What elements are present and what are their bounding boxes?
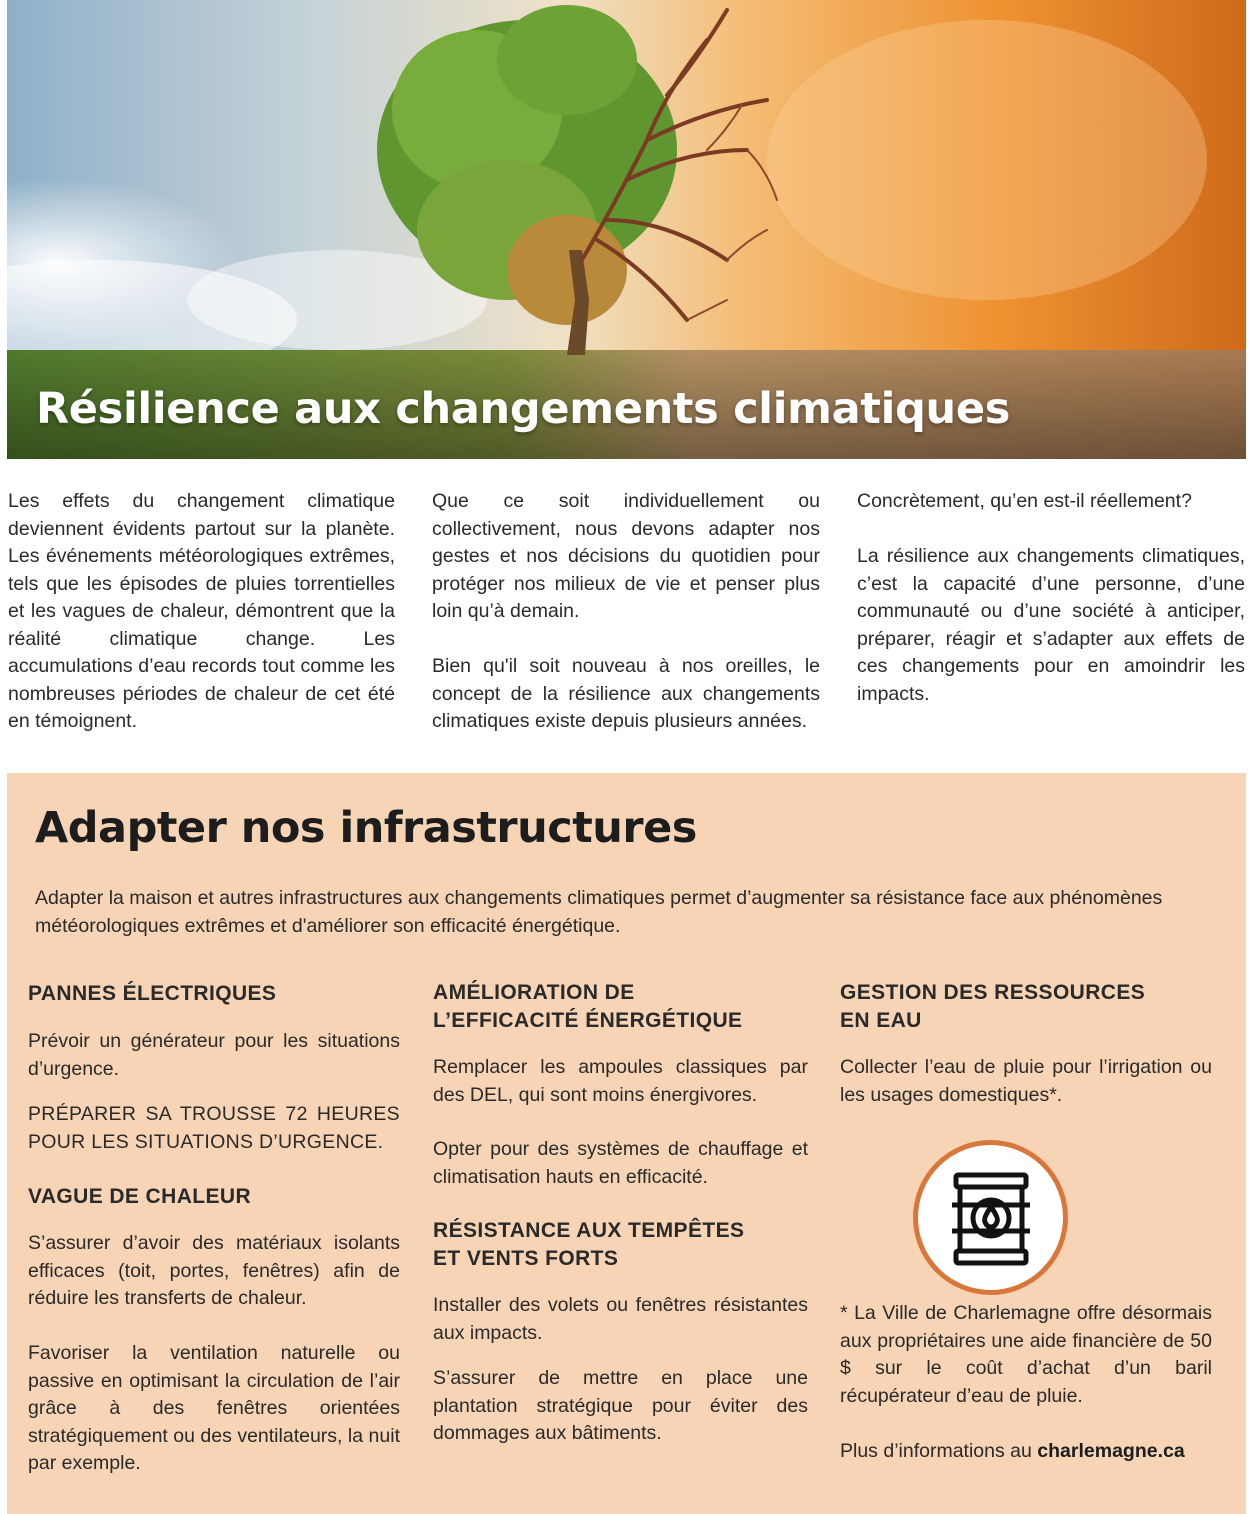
rain-barrel-badge — [913, 1140, 1068, 1295]
section-text — [28, 1028, 400, 1083]
section-text — [433, 1292, 808, 1347]
section-paragraph: S’assurer d’avoir des matériaux isolants efficaces (toit, portes, fenêtres) afin de réduire les transferts de chaleur. — [28, 1232, 400, 1309]
intro-column-3 — [857, 488, 1245, 736]
section-paragraph: Installer des volets ou fenêtres résistantes aux impacts. — [433, 1294, 808, 1344]
intro-question: Concrètement, qu’en est-il réellement? — [857, 490, 1192, 512]
section-paragraph: Collecter l’eau de pluie pour l’irrigation ou les usages domestiques*. — [840, 1056, 1212, 1106]
more-info — [840, 1438, 1212, 1466]
section-heading: VAGUE DE CHALEUR — [28, 1185, 252, 1208]
section-paragraph: Opter pour des systèmes de chauffage et climatisation hauts en efficacité. — [433, 1138, 808, 1188]
section-heat-wave — [28, 1183, 400, 1211]
intro-paragraph: Que ce soit individuellement ou collectivement, nous devons adapter nos gestes et nos décisions du quotidien pour protéger nos milieux de vie et penser plus loin qu’à demain. — [432, 490, 820, 622]
section-heading: L’EFFICACITÉ ÉNERGÉTIQUE — [433, 1008, 743, 1032]
intro-paragraph: La résilience aux changements climatiques, c’est la capacité d’une personne, d’une communauté ou d’une société à anticiper, préparer, réagir et s’adapter aux effets de ces changements pour en amoindrir les impacts. — [857, 545, 1245, 705]
rain-barrel-icon — [946, 1171, 1036, 1267]
intro-paragraph: Les effets du changement climatique deviennent évidents partout sur la planète. Les événements météorologiques extrêmes, tels que les épisodes de pluies torrentielles et les vagues de chaleur, démontrent que la réalité climatique change. Les accumulations d’eau records tout comme les nombreuses périodes de chaleur de cet été en témoignent. — [8, 490, 395, 732]
section-heading: AMÉLIORATION DE — [433, 981, 635, 1004]
section-heading: ET VENTS FORTS — [433, 1246, 619, 1270]
section-text — [433, 1365, 808, 1448]
section-heading: EN EAU — [840, 1008, 922, 1032]
section-paragraph: S’assurer de mettre en place une plantation stratégique pour éviter des dommages aux bâtiments. — [433, 1367, 808, 1444]
section-energy-efficiency — [433, 979, 808, 1034]
section-heading: RÉSISTANCE AUX TEMPÊTES — [433, 1219, 745, 1242]
subsidy-note: * La Ville de Charlemagne offre désormais aux propriétaires une aide financière de 50 $ sur le coût d’achat d’un baril récupérateur d’eau de pluie. — [840, 1302, 1212, 1407]
intro-column-2 — [432, 488, 820, 763]
hero-banner — [7, 0, 1246, 459]
section-text — [840, 1054, 1212, 1109]
section-text — [28, 1230, 400, 1313]
section-paragraph: Prévoir un générateur pour les situations d’urgence. — [28, 1030, 400, 1080]
hero-title: Résilience aux changements climatiques — [36, 384, 1011, 434]
section-heading: PANNES ÉLECTRIQUES — [28, 982, 277, 1005]
panel-intro: Adapter la maison et autres infrastructures aux changements climatiques permet d’augmenter sa résistance face aux phénomènes météorologiques extrêmes et d'améliorer son efficacité énergétique. — [35, 887, 1163, 937]
section-water-management — [840, 979, 1212, 1034]
section-paragraph: Remplacer les ampoules classiques par des DEL, qui sont moins énergivores. — [433, 1056, 808, 1106]
section-heading: GESTION DES RESSOURCES — [840, 981, 1146, 1004]
section-text — [28, 1101, 400, 1156]
section-text — [433, 1054, 808, 1109]
section-text — [840, 1300, 1212, 1410]
more-info-prefix: Plus d’informations au — [840, 1440, 1038, 1462]
section-paragraph: Favoriser la ventilation naturelle ou passive en optimisant la circulation de l’air grâce à des fenêtres orientées stratégiquement ou des ventilateurs, la nuit par exemple. — [28, 1342, 400, 1474]
charlemagne-link[interactable]: charlemagne.ca — [1037, 1440, 1185, 1462]
intro-column-1 — [8, 488, 395, 763]
kit-72h-link: PRÉPARER SA TROUSSE 72 HEURES POUR LES SITUATIONS D’URGENCE. — [28, 1103, 400, 1153]
panel-title: Adapter nos infrastructures — [35, 803, 697, 853]
section-text — [28, 1340, 400, 1478]
section-power-outages — [28, 980, 400, 1008]
section-text — [433, 1136, 808, 1191]
section-storm-resistance — [433, 1217, 808, 1272]
intro-paragraph: Bien qu'il soit nouveau à nos oreilles, le concept de la résilience aux changements climatiques existe depuis plusieurs années. — [432, 655, 820, 732]
